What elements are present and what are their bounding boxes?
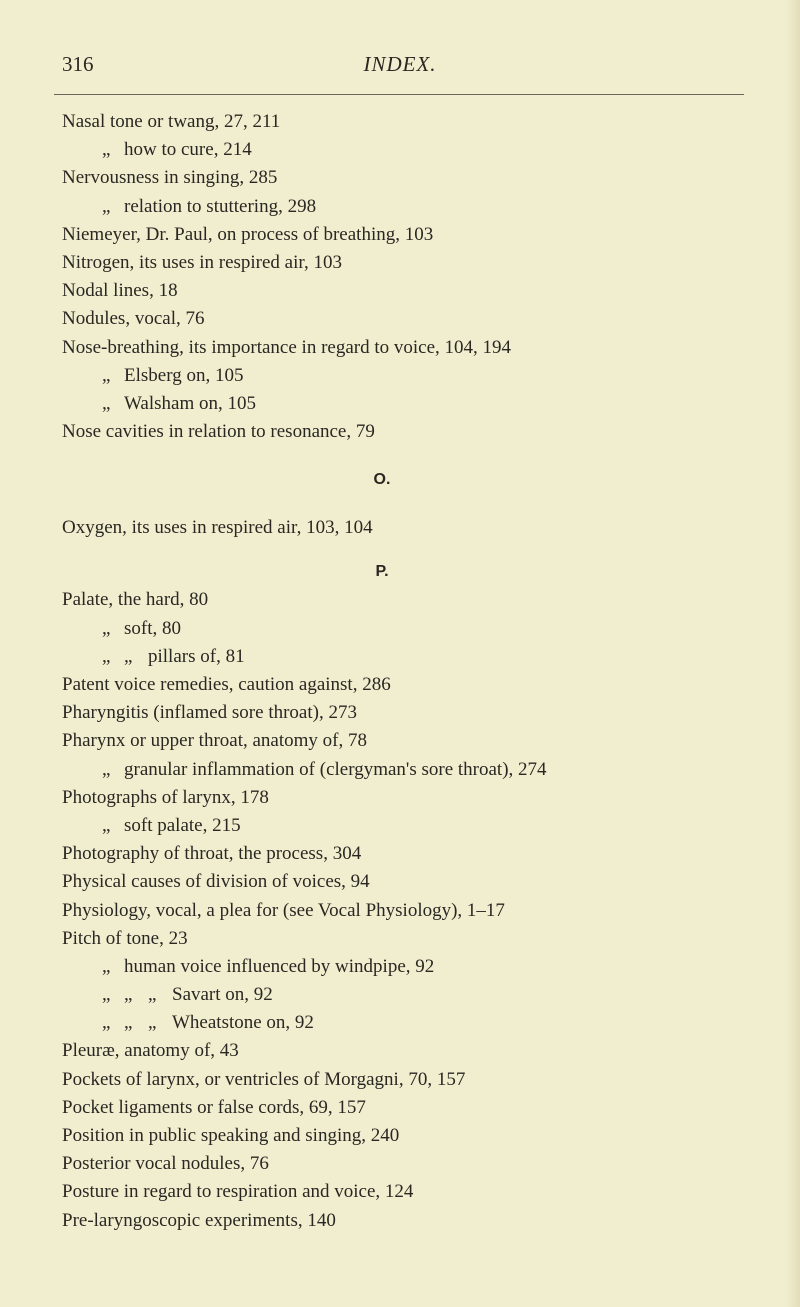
ditto-mark: „: [124, 645, 133, 667]
index-entry-text: Pocket ligaments or false cords, 69, 157: [62, 1096, 366, 1118]
section-letter-p: P.: [375, 563, 389, 581]
ditto-mark: „: [102, 617, 111, 639]
index-entry: [62, 334, 792, 362]
index-entry: [62, 1009, 792, 1037]
index-entry: [62, 1037, 792, 1065]
index-entry: [62, 277, 792, 305]
index-entry: [62, 514, 792, 542]
index-entry-text: Pharyngitis (inflamed sore throat), 273: [62, 702, 357, 724]
index-entry-text: Elsberg on, 105: [124, 364, 244, 386]
index-entry-text: soft, 80: [124, 617, 181, 639]
index-entry: [62, 756, 792, 784]
index-entry-text: Palate, the hard, 80: [62, 589, 209, 611]
index-entry-text: Photographs of larynx, 178: [62, 786, 269, 808]
ditto-mark: „: [102, 955, 111, 977]
index-entry: [62, 136, 792, 164]
index-entry-text: Posterior vocal nodules, 76: [62, 1153, 269, 1175]
index-entry: [62, 1150, 792, 1178]
index-entry: [62, 249, 792, 277]
index-entry: [62, 108, 792, 136]
header-rule: [54, 94, 744, 95]
index-entry-text: Pharynx or upper throat, anatomy of, 78: [62, 730, 367, 752]
index-entries: [62, 108, 792, 1235]
index-entry-text: Nose-breathing, its importance in regard to voice, 104, 194: [62, 336, 512, 358]
index-entry-text: Pre-laryngoscopic experiments, 140: [62, 1209, 336, 1231]
index-entry-text: Posture in regard to respiration and voice, 124: [62, 1181, 414, 1203]
ditto-mark: „: [102, 139, 111, 161]
index-entry-text: Wheatstone on, 92: [172, 1012, 314, 1034]
index-entry-text: Savart on, 92: [172, 984, 273, 1006]
index-entry: [62, 784, 792, 812]
index-entry: [62, 221, 792, 249]
index-entry: [62, 1178, 792, 1206]
ditto-mark: „: [102, 984, 111, 1006]
index-entry-text: Niemeyer, Dr. Paul, on process of breathing, 103: [62, 223, 434, 245]
index-entry-text: how to cure, 214: [124, 139, 252, 161]
index-entry: [62, 953, 792, 981]
index-entry: [62, 840, 792, 868]
index-entry-text: Photography of throat, the process, 304: [62, 843, 362, 865]
index-entry-text: soft palate, 215: [124, 814, 241, 836]
index-entry-text: Position in public speaking and singing, 240: [62, 1125, 400, 1146]
index-entry-text: Physical causes of division of voices, 94: [62, 871, 370, 893]
ditto-mark: „: [102, 195, 111, 217]
index-entry-text: granular inflammation of (clergyman's sore throat), 274: [124, 758, 547, 780]
ditto-mark: „: [102, 814, 111, 836]
ditto-mark: „: [102, 364, 111, 386]
index-entry: [62, 193, 792, 221]
index-entry-text: Pleuræ, anatomy of, 43: [62, 1040, 239, 1062]
index-entry: [62, 362, 792, 390]
index-entry: [62, 812, 792, 840]
index-entry-text: Pitch of tone, 23: [62, 927, 188, 949]
index-entry: [62, 1066, 792, 1094]
ditto-mark: „: [102, 392, 111, 414]
ditto-mark: „: [102, 1012, 111, 1034]
index-entry: [62, 1207, 792, 1235]
index-entry-text: Pockets of larynx, or ventricles of Morgagni, 70, 157: [62, 1068, 466, 1090]
ditto-mark: „: [124, 1012, 133, 1034]
index-entry: [62, 305, 792, 333]
ditto-mark: „: [124, 984, 133, 1006]
section-n-list: [62, 108, 792, 446]
index-entry: [62, 671, 792, 699]
index-entry-text: Nodal lines, 18: [62, 280, 178, 302]
section-p-list: [62, 586, 792, 1234]
index-entry: [62, 1122, 792, 1150]
ditto-mark: „: [148, 984, 157, 1006]
page-number: 316: [62, 52, 94, 76]
index-entry: [62, 1094, 792, 1122]
index-entry-text: Walsham on, 105: [124, 392, 256, 414]
index-entry-text: human voice influenced by windpipe, 92: [124, 955, 435, 977]
running-head-title: INDEX.: [363, 52, 437, 76]
ditto-mark: „: [102, 758, 111, 780]
index-entry-text: Oxygen, its uses in respired air, 103, 104: [62, 517, 373, 539]
index-entry: [62, 390, 792, 418]
ditto-mark: „: [148, 1012, 157, 1034]
index-entry-text: Nose cavities in relation to resonance, 79: [62, 421, 375, 443]
index-entry: [62, 615, 792, 643]
index-entry: [62, 727, 792, 755]
index-entry-text: relation to stuttering, 298: [124, 195, 317, 217]
index-entry: [62, 164, 792, 192]
index-entry-text: Nervousness in singing, 285: [62, 167, 278, 189]
index-entry-text: Nasal tone or twang, 27, 211: [62, 111, 281, 132]
section-letter-o: O.: [373, 471, 391, 489]
index-entry-text: Nitrogen, its uses in respired air, 103: [62, 251, 342, 273]
index-entry: [62, 418, 792, 446]
index-entry-text: Physiology, vocal, a plea for (see Vocal Physiology), 1–17: [62, 899, 505, 921]
ditto-mark: „: [102, 645, 111, 667]
index-entry-text: Nodules, vocal, 76: [62, 308, 205, 330]
index-entry: [62, 981, 792, 1009]
index-entry: [62, 925, 792, 953]
index-entry-text: pillars of, 81: [148, 645, 245, 667]
index-entry-text: Patent voice remedies, caution against, 286: [62, 674, 391, 695]
index-entry: [62, 897, 792, 925]
index-entry: [62, 643, 792, 671]
index-entry: [62, 868, 792, 896]
index-entry: [62, 586, 792, 614]
index-entry: [62, 699, 792, 727]
section-o-list: [62, 514, 792, 542]
